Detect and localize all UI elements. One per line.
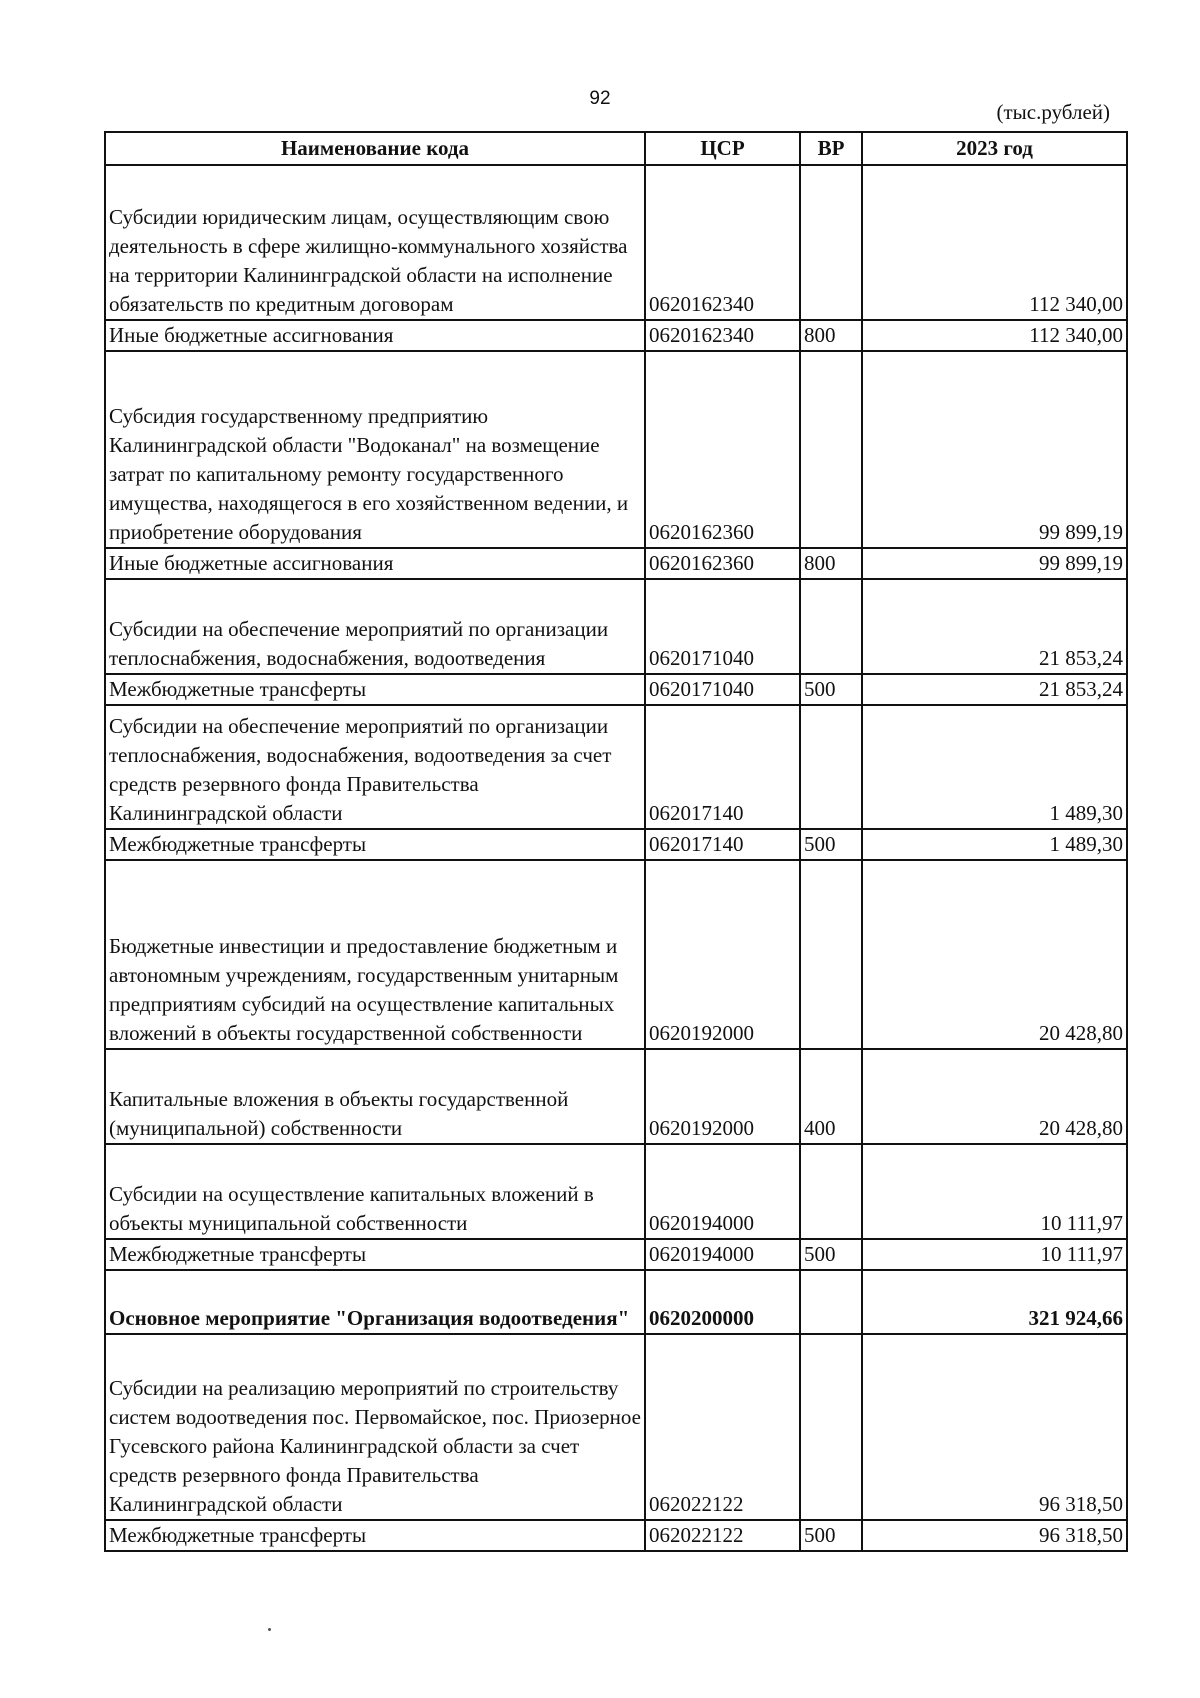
row-vr bbox=[800, 579, 862, 674]
row-csr: 0620171040 bbox=[645, 674, 800, 705]
table-row bbox=[105, 1049, 1127, 1144]
row-vr: 500 bbox=[800, 674, 862, 705]
row-vr bbox=[800, 705, 862, 829]
table-row bbox=[105, 705, 1127, 829]
row-amount: 1 489,30 bbox=[862, 829, 1127, 860]
row-name: Межбюджетные трансферты bbox=[105, 674, 645, 705]
row-csr: 0620162360 bbox=[645, 548, 800, 579]
table-header-row bbox=[105, 132, 1127, 165]
row-vr bbox=[800, 351, 862, 548]
row-csr: 0620194000 bbox=[645, 1144, 800, 1239]
row-csr: 0620171040 bbox=[645, 579, 800, 674]
row-csr: 0620194000 bbox=[645, 1239, 800, 1270]
row-amount: 112 340,00 bbox=[862, 320, 1127, 351]
table-row bbox=[105, 1239, 1127, 1270]
row-amount: 10 111,97 bbox=[862, 1144, 1127, 1239]
row-vr bbox=[800, 1144, 862, 1239]
row-amount: 96 318,50 bbox=[862, 1520, 1127, 1551]
row-csr: 062017140 bbox=[645, 829, 800, 860]
row-vr: 800 bbox=[800, 320, 862, 351]
table-row bbox=[105, 320, 1127, 351]
table-row bbox=[105, 1144, 1127, 1239]
row-name: Субсидии юридическим лицам, осуществляющим свою деятельность в сфере жилищно-коммунального хозяйства на территории Калининградской области на исполнение обязательств по кредитным договорам bbox=[105, 165, 645, 320]
row-csr: 0620200000 bbox=[645, 1270, 800, 1334]
table-row-main-event bbox=[105, 1270, 1127, 1334]
row-vr bbox=[800, 1334, 862, 1520]
table-row bbox=[105, 351, 1127, 548]
row-vr bbox=[800, 165, 862, 320]
row-name: Капитальные вложения в объекты государственной (муниципальной) собственности bbox=[105, 1049, 645, 1144]
scan-speck bbox=[268, 1628, 271, 1631]
row-csr: 062017140 bbox=[645, 705, 800, 829]
row-name: Субсидии на обеспечение мероприятий по организации теплоснабжения, водоснабжения, водоотведения за счет средств резервного фонда Правительства Калининградской области bbox=[105, 705, 645, 829]
row-name: Межбюджетные трансферты bbox=[105, 829, 645, 860]
row-vr: 500 bbox=[800, 1520, 862, 1551]
row-name: Основное мероприятие "Организация водоотведения" bbox=[105, 1270, 645, 1334]
table-row bbox=[105, 1334, 1127, 1520]
budget-table bbox=[104, 131, 1128, 1552]
row-amount: 1 489,30 bbox=[862, 705, 1127, 829]
table-row bbox=[105, 1520, 1127, 1551]
row-vr: 400 bbox=[800, 1049, 862, 1144]
row-vr: 500 bbox=[800, 1239, 862, 1270]
row-vr: 800 bbox=[800, 548, 862, 579]
row-amount: 321 924,66 bbox=[862, 1270, 1127, 1334]
row-csr: 0620162340 bbox=[645, 165, 800, 320]
table-row bbox=[105, 579, 1127, 674]
column-header-year: 2023 год bbox=[862, 132, 1127, 165]
row-name: Субсидии на реализацию мероприятий по строительству систем водоотведения пос. Первомайское, пос. Приозерное Гусевского района Калининградской области за счет средств резервного фонда Правительства Калининградской области bbox=[105, 1334, 645, 1520]
row-name: Межбюджетные трансферты bbox=[105, 1239, 645, 1270]
page-number: 92 bbox=[589, 88, 611, 109]
table-row bbox=[105, 548, 1127, 579]
row-name: Субсидия государственному предприятию Калининградской области "Водоканал" на возмещение затрат по капитальному ремонту государственного имущества, находящегося в его хозяйственном ведении, и приобретение оборудования bbox=[105, 351, 645, 548]
row-csr: 062022122 bbox=[645, 1334, 800, 1520]
table-row bbox=[105, 829, 1127, 860]
row-name: Иные бюджетные ассигнования bbox=[105, 548, 645, 579]
units-label: (тыс.рублей) bbox=[996, 100, 1110, 124]
row-amount: 21 853,24 bbox=[862, 579, 1127, 674]
row-vr bbox=[800, 860, 862, 1049]
row-csr: 0620162340 bbox=[645, 320, 800, 351]
row-amount: 99 899,19 bbox=[862, 351, 1127, 548]
column-header-vr: ВР bbox=[800, 132, 862, 165]
row-csr: 062022122 bbox=[645, 1520, 800, 1551]
row-csr: 0620192000 bbox=[645, 1049, 800, 1144]
row-name: Бюджетные инвестиции и предоставление бюджетным и автономным учреждениям, государственным унитарным предприятиям субсидий на осуществление капитальных вложений в объекты государственной собственности bbox=[105, 860, 645, 1049]
column-header-name: Наименование кода bbox=[105, 132, 645, 165]
row-vr: 500 bbox=[800, 829, 862, 860]
row-amount: 21 853,24 bbox=[862, 674, 1127, 705]
row-vr bbox=[800, 1270, 862, 1334]
table-row bbox=[105, 674, 1127, 705]
row-amount: 112 340,00 bbox=[862, 165, 1127, 320]
column-header-csr: ЦСР bbox=[645, 132, 800, 165]
row-amount: 20 428,80 bbox=[862, 1049, 1127, 1144]
row-name: Межбюджетные трансферты bbox=[105, 1520, 645, 1551]
row-amount: 10 111,97 bbox=[862, 1239, 1127, 1270]
table-row bbox=[105, 860, 1127, 1049]
row-amount: 20 428,80 bbox=[862, 860, 1127, 1049]
row-name: Иные бюджетные ассигнования bbox=[105, 320, 645, 351]
row-amount: 99 899,19 bbox=[862, 548, 1127, 579]
row-amount: 96 318,50 bbox=[862, 1334, 1127, 1520]
row-csr: 0620192000 bbox=[645, 860, 800, 1049]
row-csr: 0620162360 bbox=[645, 351, 800, 548]
row-name: Субсидии на осуществление капитальных вложений в объекты муниципальной собственности bbox=[105, 1144, 645, 1239]
row-name: Субсидии на обеспечение мероприятий по организации теплоснабжения, водоснабжения, водоотведения bbox=[105, 579, 645, 674]
table-row bbox=[105, 165, 1127, 320]
